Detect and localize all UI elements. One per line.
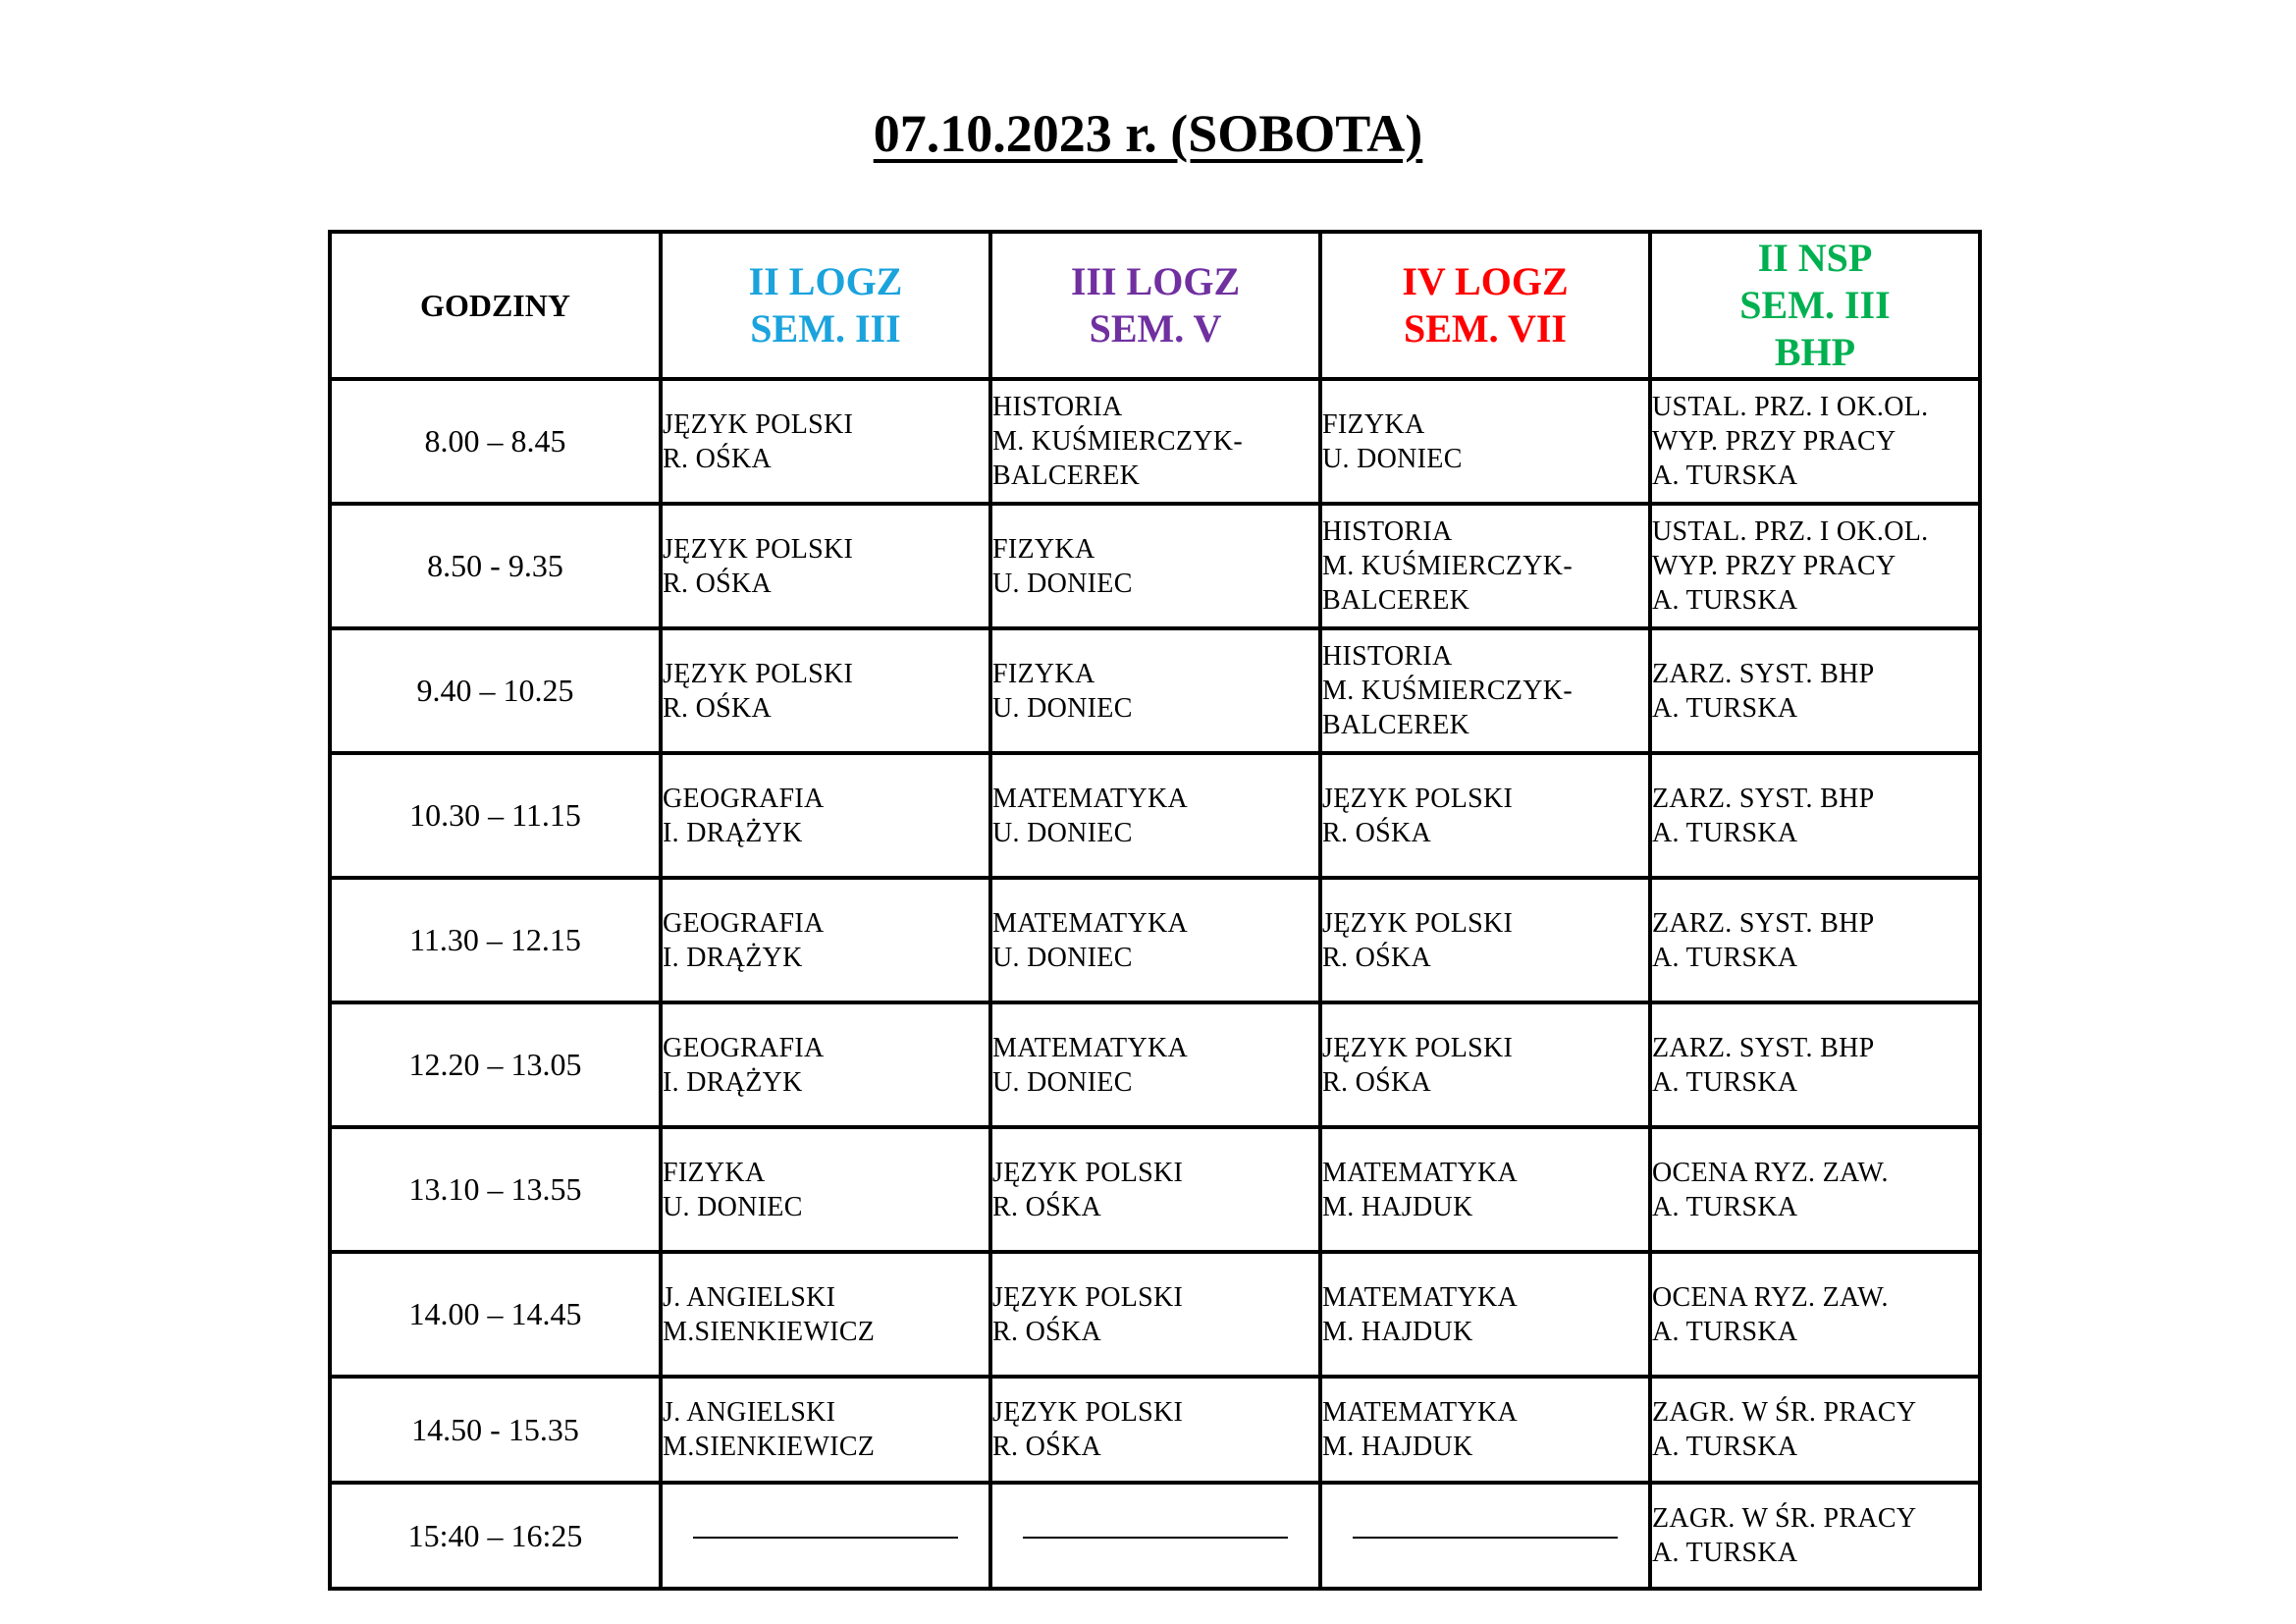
subject-name: J. ANGIELSKI [663,1281,836,1313]
empty-lesson-cell [1320,1483,1650,1589]
schedule-body [330,379,1980,1589]
lesson-detail: R. OŚKA [1322,1066,1432,1098]
schedule-row [330,753,1980,878]
lesson-cell [1650,504,1980,628]
subject-name: HISTORIA [1322,516,1453,547]
lesson-cell [661,753,990,878]
lesson-detail: A. TURSKA [1652,460,1798,491]
schedule-row [330,878,1980,1002]
subject-name: FIZYKA [992,658,1095,689]
lesson-cell [661,878,990,1002]
lesson-detail: BALCEREK [1322,585,1470,616]
lesson-cell [661,379,990,504]
time-slot: 8.50 - 9.35 [330,504,661,628]
lesson-detail: M. KUŚMIERCZYK- [1322,676,1573,706]
class-header-4 [1650,232,1980,379]
lesson-cell [661,1377,990,1483]
lesson-cell [661,504,990,628]
lesson-detail: R. OŚKA [663,568,773,599]
lesson-cell [1320,753,1650,878]
subject-name: FIZYKA [663,1157,766,1188]
class-header-1 [661,232,990,379]
lesson-cell [661,1127,990,1252]
subject-name: GEOGRAFIA [663,907,825,939]
time-slot: 12.20 – 13.05 [330,1002,661,1127]
class-header-line: SEM. III [1739,283,1891,327]
empty-lesson-cell [990,1483,1320,1589]
subject-name: MATEMATYKA [992,783,1188,814]
time-slot: 10.30 – 11.15 [330,753,661,878]
lesson-detail: I. DRĄŻYK [663,942,803,973]
lesson-cell [1650,753,1980,878]
subject-name: MATEMATYKA [992,907,1188,939]
class-header-line: II LOGZ [748,259,903,303]
lesson-cell [990,379,1320,504]
lesson-detail: R. OŚKA [1322,942,1432,973]
lesson-cell [990,1002,1320,1127]
class-header-line: SEM. V [1089,306,1222,351]
lesson-detail: BALCEREK [1322,710,1470,740]
lesson-cell [1320,878,1650,1002]
lesson-cell [1650,1483,1980,1589]
class-header-line: BHP [1774,330,1856,374]
lesson-detail: R. OŚKA [992,1191,1102,1222]
lesson-cell [1320,504,1650,628]
class-header-3 [1320,232,1650,379]
subject-name: FIZYKA [1322,408,1425,440]
lesson-detail: A. TURSKA [1652,817,1798,848]
subject-name: JĘZYK POLSKI [1322,907,1514,939]
time-slot: 11.30 – 12.15 [330,878,661,1002]
subject-name: ZAGR. W ŚR. PRACY [1652,1503,1917,1534]
schedule-row [330,1377,1980,1483]
hours-column-header: GODZINY [330,232,661,379]
subject-name: ZARZ. SYST. BHP [1652,1032,1875,1063]
lesson-detail: U. DONIEC [663,1191,803,1222]
lesson-detail: A. TURSKA [1652,585,1798,616]
lesson-cell [661,1252,990,1377]
lesson-detail: M. HAJDUK [1322,1432,1473,1462]
no-lesson-line [1353,1537,1618,1539]
lesson-detail: A. TURSKA [1652,1066,1798,1098]
lesson-detail: A. TURSKA [1652,942,1798,973]
subject-name: USTAL. PRZ. I OK.OL. [1652,392,1929,422]
subject-name: MATEMATYKA [1322,1397,1518,1428]
schedule-row [330,1127,1980,1252]
lesson-cell [1650,1002,1980,1127]
lesson-detail: U. DONIEC [992,568,1133,599]
lesson-detail: R. OŚKA [992,1432,1102,1462]
lesson-cell [990,878,1320,1002]
lesson-detail: M.SIENKIEWICZ [663,1316,876,1347]
subject-name: OCENA RYZ. ZAW. [1652,1281,1889,1313]
subject-name: JĘZYK POLSKI [663,408,854,440]
lesson-detail: M. KUŚMIERCZYK- [1322,551,1573,581]
time-slot: 15:40 – 16:25 [330,1483,661,1589]
schedule-row [330,628,1980,753]
class-header-line: III LOGZ [1070,259,1241,303]
schedule-row [330,504,1980,628]
subject-name: ZARZ. SYST. BHP [1652,783,1875,814]
class-header-line: II NSP [1757,236,1873,280]
lesson-detail: BALCEREK [992,460,1141,491]
lesson-detail: A. TURSKA [1652,692,1798,724]
lesson-cell [1320,1127,1650,1252]
lesson-cell [1650,1252,1980,1377]
schedule-row [330,379,1980,504]
lesson-detail: A. TURSKA [1652,1432,1798,1462]
empty-lesson-cell [661,1483,990,1589]
lesson-cell [1650,379,1980,504]
lesson-detail: WYP. PRZY PRACY [1652,551,1896,581]
no-lesson-line [693,1537,958,1539]
subject-name: USTAL. PRZ. I OK.OL. [1652,516,1929,547]
subject-name: JĘZYK POLSKI [1322,1032,1514,1063]
subject-name: ZARZ. SYST. BHP [1652,658,1875,689]
lesson-cell [1320,1002,1650,1127]
lesson-detail: WYP. PRZY PRACY [1652,426,1896,457]
time-slot: 14.50 - 15.35 [330,1377,661,1483]
lesson-cell [1320,1252,1650,1377]
lesson-detail: U. DONIEC [992,692,1133,724]
lesson-detail: U. DONIEC [1322,443,1463,474]
lesson-detail: I. DRĄŻYK [663,1066,803,1098]
header-row [330,232,1980,379]
subject-name: JĘZYK POLSKI [992,1397,1184,1428]
page-title: 07.10.2023 r. (SOBOTA) [873,104,1423,163]
lesson-cell [1320,628,1650,753]
subject-name: GEOGRAFIA [663,783,825,814]
lesson-detail: A. TURSKA [1652,1538,1798,1568]
lesson-cell [990,1377,1320,1483]
lesson-cell [990,1127,1320,1252]
lesson-cell [1650,628,1980,753]
class-header-line: SEM. III [750,306,901,351]
subject-name: FIZYKA [992,533,1095,565]
subject-name: JĘZYK POLSKI [663,533,854,565]
time-slot: 13.10 – 13.55 [330,1127,661,1252]
lesson-cell [661,628,990,753]
subject-name: HISTORIA [1322,641,1453,672]
time-slot: 14.00 – 14.45 [330,1252,661,1377]
subject-name: MATEMATYKA [1322,1281,1518,1313]
lesson-detail: A. TURSKA [1652,1191,1798,1222]
lesson-detail: M. HAJDUK [1322,1316,1473,1347]
subject-name: JĘZYK POLSKI [1322,783,1514,814]
lesson-detail: M. KUŚMIERCZYK- [992,426,1243,457]
lesson-detail: R. OŚKA [1322,817,1432,848]
lesson-cell [990,1252,1320,1377]
schedule-table [328,230,1982,1591]
lesson-cell [990,628,1320,753]
lesson-detail: R. OŚKA [663,443,773,474]
lesson-cell [1650,878,1980,1002]
lesson-detail: M.SIENKIEWICZ [663,1432,876,1462]
lesson-detail: U. DONIEC [992,1066,1133,1098]
subject-name: JĘZYK POLSKI [663,658,854,689]
time-slot: 8.00 – 8.45 [330,379,661,504]
subject-name: OCENA RYZ. ZAW. [1652,1157,1889,1188]
subject-name: JĘZYK POLSKI [992,1281,1184,1313]
lesson-detail: U. DONIEC [992,817,1133,848]
lesson-cell [1320,379,1650,504]
lesson-cell [990,504,1320,628]
lesson-cell [1650,1127,1980,1252]
schedule-row [330,1483,1980,1589]
subject-name: ZARZ. SYST. BHP [1652,907,1875,939]
subject-name: MATEMATYKA [992,1032,1188,1063]
subject-name: J. ANGIELSKI [663,1397,836,1428]
lesson-cell [661,1002,990,1127]
class-header-line: SEM. VII [1404,306,1567,351]
lesson-cell [1650,1377,1980,1483]
schedule-row [330,1002,1980,1127]
lesson-detail: R. OŚKA [992,1316,1102,1347]
lesson-detail: M. HAJDUK [1322,1191,1473,1222]
lesson-cell [990,753,1320,878]
subject-name: JĘZYK POLSKI [992,1157,1184,1188]
subject-name: GEOGRAFIA [663,1032,825,1063]
time-slot: 9.40 – 10.25 [330,628,661,753]
lesson-detail: A. TURSKA [1652,1316,1798,1347]
subject-name: MATEMATYKA [1322,1157,1518,1188]
class-header-2 [990,232,1320,379]
class-header-line: IV LOGZ [1402,259,1569,303]
lesson-detail: R. OŚKA [663,692,773,724]
subject-name: HISTORIA [992,392,1123,422]
no-lesson-line [1023,1537,1288,1539]
lesson-detail: U. DONIEC [992,942,1133,973]
schedule-row [330,1252,1980,1377]
lesson-cell [1320,1377,1650,1483]
lesson-detail: I. DRĄŻYK [663,817,803,848]
subject-name: ZAGR. W ŚR. PRACY [1652,1397,1917,1428]
